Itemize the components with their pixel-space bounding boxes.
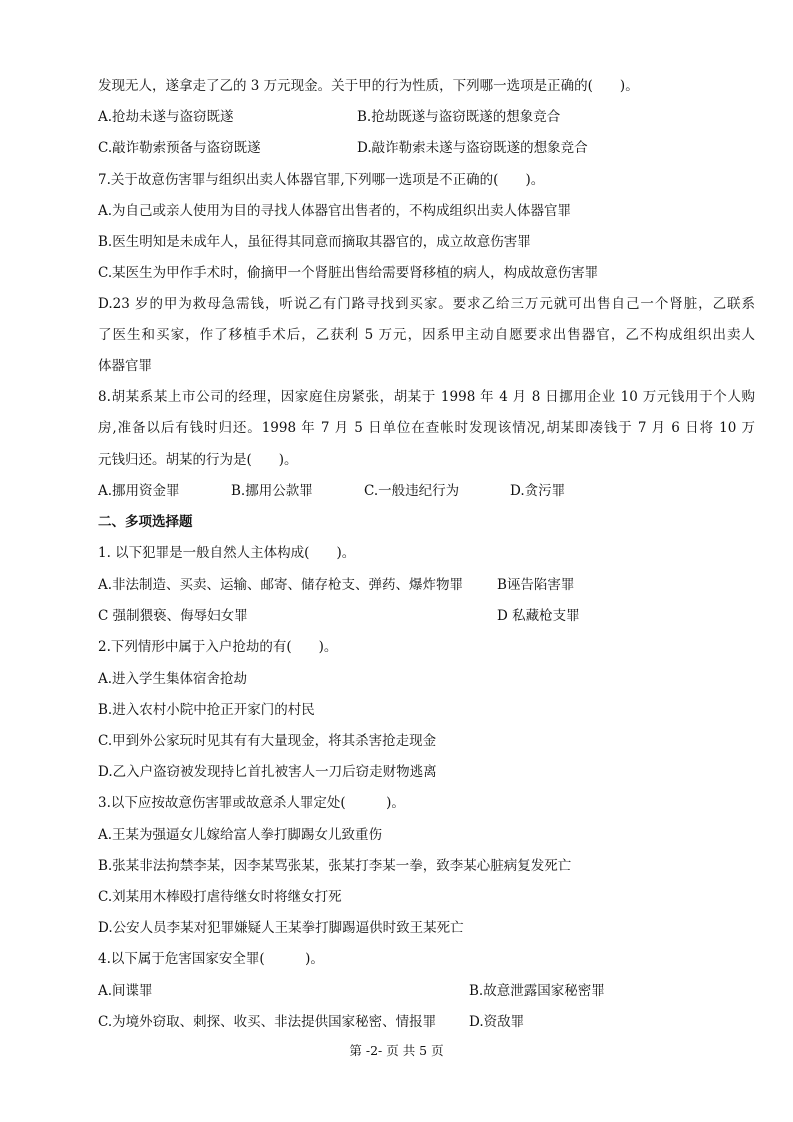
q6-option-a: A.抢劫未遂与盗窃既遂	[98, 109, 234, 125]
multi-question-1-stem: 1. 以下犯罪是一般自然人主体构成( )。	[98, 545, 356, 561]
m3-option-d: D.公安人员李某对犯罪嫌疑人王某拳打脚踢逼供时致王某死亡	[98, 920, 464, 936]
q7-option-c: C.某医生为甲作手术时，偷摘甲一个肾脏出售给需要肾移植的病人，构成故意伤害罪	[98, 265, 599, 281]
q6-option-d: D.敲诈勒索未遂与盗窃既遂的想象竞合	[357, 140, 588, 156]
multi-question-2-stem: 2.下列情形中属于入户抢劫的有( )。	[98, 639, 338, 655]
q8-option-b: B.挪用公款罪	[231, 483, 313, 499]
q6-options-row-1	[98, 107, 755, 127]
m2-option-d: D.乙入户盗窃被发现持匕首扎被害人一刀后窃走财物逃离	[98, 764, 437, 780]
q6-option-c: C.敲诈勒索预备与盗窃既遂	[98, 140, 261, 156]
question-8-line-3: 元钱归还。胡某的行为是( )。	[98, 452, 298, 468]
q7-option-d-line-2: 了医生和买家，作了移植手术后，乙获利 5 万元，因系甲主动自愿要求出售器官，乙不构成组织出卖人	[98, 327, 755, 343]
m1-options-row-1	[98, 575, 755, 595]
section-heading-multiple-choice: 二、多项选择题	[98, 514, 193, 530]
q7-option-d-line-3: 体器官罪	[98, 358, 152, 374]
q6-options-row-2	[98, 138, 755, 158]
m1-option-a: A.非法制造、买卖、运输、邮寄、储存枪支、弹药、爆炸物罪	[98, 577, 464, 593]
m1-option-c: C 强制猥亵、侮辱妇女罪	[98, 608, 248, 624]
q8-options	[98, 481, 755, 501]
m1-option-b: B诬告陷害罪	[497, 577, 575, 593]
m4-options-row-1	[98, 981, 755, 1001]
m3-option-a: A.王某为强逼女儿嫁给富人拳打脚踢女儿致重伤	[98, 827, 383, 843]
m4-options-row-2	[98, 1012, 755, 1032]
m1-option-d: D 私藏枪支罪	[497, 608, 580, 624]
m4-option-d: D.资敌罪	[469, 1014, 525, 1030]
m1-options-row-2	[98, 606, 755, 626]
question-7-stem: 7.关于故意伤害罪与组织出卖人体器官罪,下列哪一选项是不正确的( )。	[98, 172, 545, 188]
question-8-line-2: 房,准备以后有钱时归还。1998 年 7 月 5 日单位在查帐时发现该情况,胡某即凑钱于 7 月 6 日将 10 万	[98, 420, 755, 436]
m2-option-b: B.进入农村小院中抢正开家门的村民	[98, 702, 315, 718]
page-footer: 第 -2- 页 共 5 页	[349, 1043, 444, 1058]
multi-question-3-stem: 3.以下应按故意伤害罪或故意杀人罪定处( )。	[98, 795, 405, 811]
m3-option-c: C.刘某用木棒殴打虐待继女时将继女打死	[98, 889, 342, 905]
m2-option-a: A.进入学生集体宿舍抢劫	[98, 671, 248, 687]
q7-option-d-line-1: D.23 岁的甲为救母急需钱，听说乙有门路寻找到买家。要求乙给三万元就可出售自己一个肾脏，乙联系	[98, 296, 755, 312]
multi-question-4-stem: 4.以下属于危害国家安全罪( )。	[98, 951, 324, 967]
q8-option-c: C.一般违纪行为	[364, 483, 460, 499]
q7-option-b: B.医生明知是未成年人，虽征得其同意而摘取其器官的，成立故意伤害罪	[98, 234, 531, 250]
q6-option-b: B.抢劫既遂与盗窃既遂的想象竞合	[357, 109, 561, 125]
m4-option-b: B.故意泄露国家秘密罪	[469, 983, 605, 999]
m2-option-c: C.甲到外公家玩时见其有有大量现金，将其杀害抢走现金	[98, 733, 437, 749]
q8-option-d: D.贪污罪	[510, 483, 566, 499]
q8-option-a: A.挪用资金罪	[98, 483, 180, 499]
m4-option-c: C.为境外窃取、刺探、收买、非法提供国家秘密、情报罪	[98, 1014, 437, 1030]
q7-option-a: A.为自己或亲人使用为目的寻找人体器官出售者的，不构成组织出卖人体器官罪	[98, 203, 572, 219]
question-6-continuation: 发现无人，遂拿走了乙的 3 万元现金。关于甲的行为性质，下列哪一选项是正确的( )。	[98, 78, 639, 94]
question-8-line-1: 8.胡某系某上市公司的经理，因家庭住房紧张，胡某于 1998 年 4 月 8 日挪用企业 10 万元钱用于个人购	[98, 389, 755, 405]
m3-option-b: B.张某非法拘禁李某，因李某骂张某，张某打李某一拳，致李某心脏病复发死亡	[98, 858, 572, 874]
m4-option-a: A.间谍罪	[98, 983, 153, 999]
